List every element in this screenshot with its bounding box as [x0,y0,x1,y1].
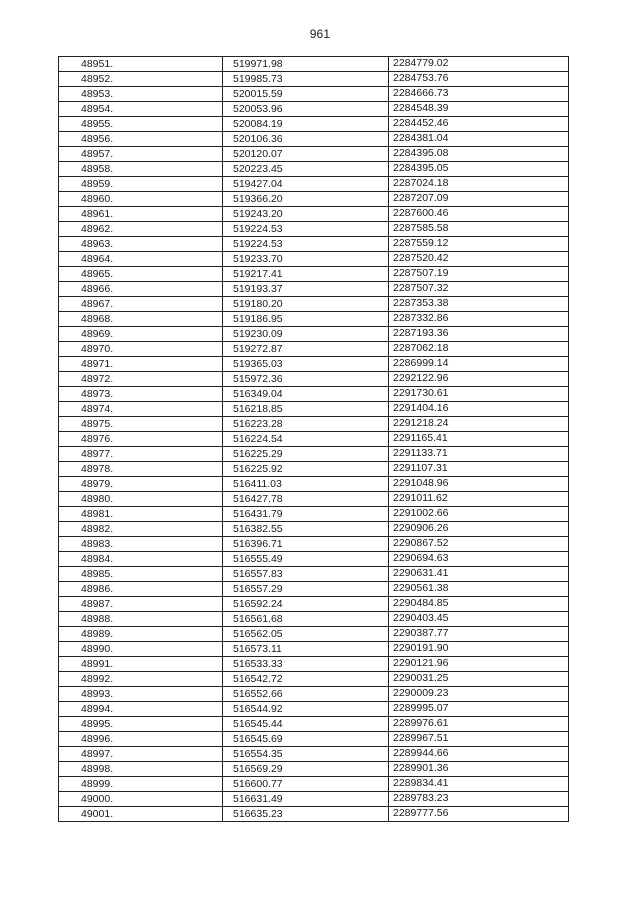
point-number-cell: 48993. [59,687,223,702]
y-coordinate-cell: 2292122.96 [389,372,569,387]
x-coordinate-cell: 516592.24 [223,597,389,612]
table-row [59,657,569,672]
y-coordinate-cell: 2289967.51 [389,732,569,747]
x-coordinate-cell: 519186.95 [223,312,389,327]
x-coordinate-cell: 516569.29 [223,762,389,777]
table-row [59,297,569,312]
y-coordinate-cell: 2287207.09 [389,192,569,207]
x-coordinate-cell: 519243.20 [223,207,389,222]
x-coordinate-cell: 519230.09 [223,327,389,342]
x-coordinate-cell: 516223.28 [223,417,389,432]
y-coordinate-cell: 2286999.14 [389,357,569,372]
y-coordinate-cell: 2290906.26 [389,522,569,537]
x-coordinate-cell: 519224.53 [223,222,389,237]
x-coordinate-cell: 519272.87 [223,342,389,357]
point-number-cell: 48969. [59,327,223,342]
x-coordinate-cell: 516557.83 [223,567,389,582]
x-coordinate-cell: 516545.69 [223,732,389,747]
point-number-cell: 48968. [59,312,223,327]
y-coordinate-cell: 2287353.38 [389,297,569,312]
point-number-cell: 48978. [59,462,223,477]
x-coordinate-cell: 520120.07 [223,147,389,162]
y-coordinate-cell: 2290387.77 [389,627,569,642]
x-coordinate-cell: 516396.71 [223,537,389,552]
y-coordinate-cell: 2284395.05 [389,162,569,177]
point-number-cell: 48984. [59,552,223,567]
point-number-cell: 48991. [59,657,223,672]
point-number-cell: 48989. [59,627,223,642]
table-row [59,717,569,732]
point-number-cell: 48972. [59,372,223,387]
table-row [59,597,569,612]
point-number-cell: 48999. [59,777,223,792]
y-coordinate-cell: 2289944.66 [389,747,569,762]
y-coordinate-cell: 2287193.36 [389,327,569,342]
table-row [59,147,569,162]
y-coordinate-cell: 2289901.36 [389,762,569,777]
table-row [59,537,569,552]
point-number-cell: 48998. [59,762,223,777]
y-coordinate-cell: 2289995.07 [389,702,569,717]
y-coordinate-cell: 2291002.66 [389,507,569,522]
x-coordinate-cell: 516555.49 [223,552,389,567]
point-number-cell: 48953. [59,87,223,102]
x-coordinate-cell: 519366.20 [223,192,389,207]
y-coordinate-cell: 2284548.39 [389,102,569,117]
point-number-cell: 48971. [59,357,223,372]
x-coordinate-cell: 516562.05 [223,627,389,642]
y-coordinate-cell: 2287507.32 [389,282,569,297]
x-coordinate-cell: 516561.68 [223,612,389,627]
x-coordinate-cell: 516554.35 [223,747,389,762]
table-row [59,507,569,522]
table-row [59,267,569,282]
y-coordinate-cell: 2290484.85 [389,597,569,612]
x-coordinate-cell: 516382.55 [223,522,389,537]
table-row [59,687,569,702]
table-row [59,747,569,762]
x-coordinate-cell: 520015.59 [223,87,389,102]
y-coordinate-cell: 2287520.42 [389,252,569,267]
point-number-cell: 48957. [59,147,223,162]
x-coordinate-cell: 516225.92 [223,462,389,477]
table-row [59,477,569,492]
x-coordinate-cell: 516411.03 [223,477,389,492]
y-coordinate-cell: 2291048.96 [389,477,569,492]
point-number-cell: 48980. [59,492,223,507]
y-coordinate-cell: 2290694.63 [389,552,569,567]
y-coordinate-cell: 2290191.90 [389,642,569,657]
table-row [59,357,569,372]
y-coordinate-cell: 2290867.52 [389,537,569,552]
x-coordinate-cell: 519985.73 [223,72,389,87]
y-coordinate-cell: 2287024.18 [389,177,569,192]
y-coordinate-cell: 2287332.86 [389,312,569,327]
coordinate-table [58,56,569,822]
table-row [59,417,569,432]
x-coordinate-cell: 519217.41 [223,267,389,282]
point-number-cell: 48974. [59,402,223,417]
point-number-cell: 48964. [59,252,223,267]
table-row [59,342,569,357]
point-number-cell: 48951. [59,57,223,72]
point-number-cell: 48977. [59,447,223,462]
x-coordinate-cell: 516545.44 [223,717,389,732]
point-number-cell: 48995. [59,717,223,732]
point-number-cell: 48982. [59,522,223,537]
table-row [59,447,569,462]
y-coordinate-cell: 2290121.96 [389,657,569,672]
point-number-cell: 48992. [59,672,223,687]
x-coordinate-cell: 520106.36 [223,132,389,147]
point-number-cell: 48955. [59,117,223,132]
x-coordinate-cell: 519193.37 [223,282,389,297]
y-coordinate-cell: 2284381.04 [389,132,569,147]
point-number-cell: 48973. [59,387,223,402]
table-row [59,402,569,417]
y-coordinate-cell: 2290009.23 [389,687,569,702]
table-row [59,642,569,657]
x-coordinate-cell: 516224.54 [223,432,389,447]
table-row [59,87,569,102]
y-coordinate-cell: 2287559.12 [389,237,569,252]
table-row [59,282,569,297]
table-row [59,252,569,267]
coordinate-table-body [59,57,569,822]
x-coordinate-cell: 519180.20 [223,297,389,312]
x-coordinate-cell: 516349.04 [223,387,389,402]
table-row [59,567,569,582]
table-row [59,612,569,627]
table-row [59,207,569,222]
table-row [59,387,569,402]
point-number-cell: 48963. [59,237,223,252]
table-row [59,732,569,747]
y-coordinate-cell: 2290031.25 [389,672,569,687]
point-number-cell: 48954. [59,102,223,117]
y-coordinate-cell: 2289976.61 [389,717,569,732]
table-row [59,117,569,132]
point-number-cell: 48967. [59,297,223,312]
point-number-cell: 48958. [59,162,223,177]
point-number-cell: 48985. [59,567,223,582]
x-coordinate-cell: 516431.79 [223,507,389,522]
x-coordinate-cell: 516573.11 [223,642,389,657]
table-row [59,222,569,237]
point-number-cell: 48988. [59,612,223,627]
table-row [59,807,569,822]
table-row [59,672,569,687]
table-row [59,177,569,192]
x-coordinate-cell: 519365.03 [223,357,389,372]
table-row [59,492,569,507]
y-coordinate-cell: 2284779.02 [389,57,569,72]
x-coordinate-cell: 516631.49 [223,792,389,807]
y-coordinate-cell: 2284666.73 [389,87,569,102]
y-coordinate-cell: 2290631.41 [389,567,569,582]
table-row [59,522,569,537]
table-row [59,702,569,717]
point-number-cell: 48959. [59,177,223,192]
y-coordinate-cell: 2287600.46 [389,207,569,222]
point-number-cell: 48979. [59,477,223,492]
point-number-cell: 49001. [59,807,223,822]
point-number-cell: 48994. [59,702,223,717]
point-number-cell: 48970. [59,342,223,357]
table-row [59,102,569,117]
table-row [59,552,569,567]
table-row [59,432,569,447]
x-coordinate-cell: 515972.36 [223,372,389,387]
table-row [59,372,569,387]
point-number-cell: 48966. [59,282,223,297]
x-coordinate-cell: 516544.92 [223,702,389,717]
y-coordinate-cell: 2284753.76 [389,72,569,87]
page-number: 961 [309,27,331,41]
x-coordinate-cell: 520223.45 [223,162,389,177]
point-number-cell: 48986. [59,582,223,597]
y-coordinate-cell: 2290403.45 [389,612,569,627]
y-coordinate-cell: 2289777.56 [389,807,569,822]
table-row [59,462,569,477]
x-coordinate-cell: 516552.66 [223,687,389,702]
x-coordinate-cell: 516557.29 [223,582,389,597]
x-coordinate-cell: 519224.53 [223,237,389,252]
x-coordinate-cell: 516427.78 [223,492,389,507]
table-row [59,762,569,777]
point-number-cell: 48975. [59,417,223,432]
y-coordinate-cell: 2291404.16 [389,402,569,417]
y-coordinate-cell: 2287062.18 [389,342,569,357]
table-row [59,72,569,87]
x-coordinate-cell: 516218.85 [223,402,389,417]
table-row [59,132,569,147]
y-coordinate-cell: 2291165.41 [389,432,569,447]
table-row [59,582,569,597]
table-row [59,312,569,327]
y-coordinate-cell: 2291218.24 [389,417,569,432]
y-coordinate-cell: 2287585.58 [389,222,569,237]
x-coordinate-cell: 516533.33 [223,657,389,672]
table-row [59,237,569,252]
table-row [59,792,569,807]
point-number-cell: 48965. [59,267,223,282]
y-coordinate-cell: 2284395.08 [389,147,569,162]
y-coordinate-cell: 2284452.46 [389,117,569,132]
y-coordinate-cell: 2291107.31 [389,462,569,477]
point-number-cell: 48952. [59,72,223,87]
table-row [59,327,569,342]
point-number-cell: 48956. [59,132,223,147]
x-coordinate-cell: 516600.77 [223,777,389,792]
x-coordinate-cell: 516635.23 [223,807,389,822]
table-row [59,777,569,792]
x-coordinate-cell: 519971.98 [223,57,389,72]
y-coordinate-cell: 2289834.41 [389,777,569,792]
point-number-cell: 48983. [59,537,223,552]
point-number-cell: 48990. [59,642,223,657]
point-number-cell: 48996. [59,732,223,747]
x-coordinate-cell: 519427.04 [223,177,389,192]
y-coordinate-cell: 2287507.19 [389,267,569,282]
point-number-cell: 48961. [59,207,223,222]
point-number-cell: 48987. [59,597,223,612]
y-coordinate-cell: 2290561.38 [389,582,569,597]
point-number-cell: 49000. [59,792,223,807]
x-coordinate-cell: 520053.96 [223,102,389,117]
x-coordinate-cell: 519233.70 [223,252,389,267]
table-row [59,162,569,177]
point-number-cell: 48997. [59,747,223,762]
table-row [59,57,569,72]
x-coordinate-cell: 516225.29 [223,447,389,462]
y-coordinate-cell: 2289783.23 [389,792,569,807]
point-number-cell: 48960. [59,192,223,207]
y-coordinate-cell: 2291133.71 [389,447,569,462]
point-number-cell: 48962. [59,222,223,237]
x-coordinate-cell: 520084.19 [223,117,389,132]
point-number-cell: 48976. [59,432,223,447]
y-coordinate-cell: 2291011.62 [389,492,569,507]
y-coordinate-cell: 2291730.61 [389,387,569,402]
x-coordinate-cell: 516542.72 [223,672,389,687]
table-row [59,192,569,207]
table-row [59,627,569,642]
point-number-cell: 48981. [59,507,223,522]
